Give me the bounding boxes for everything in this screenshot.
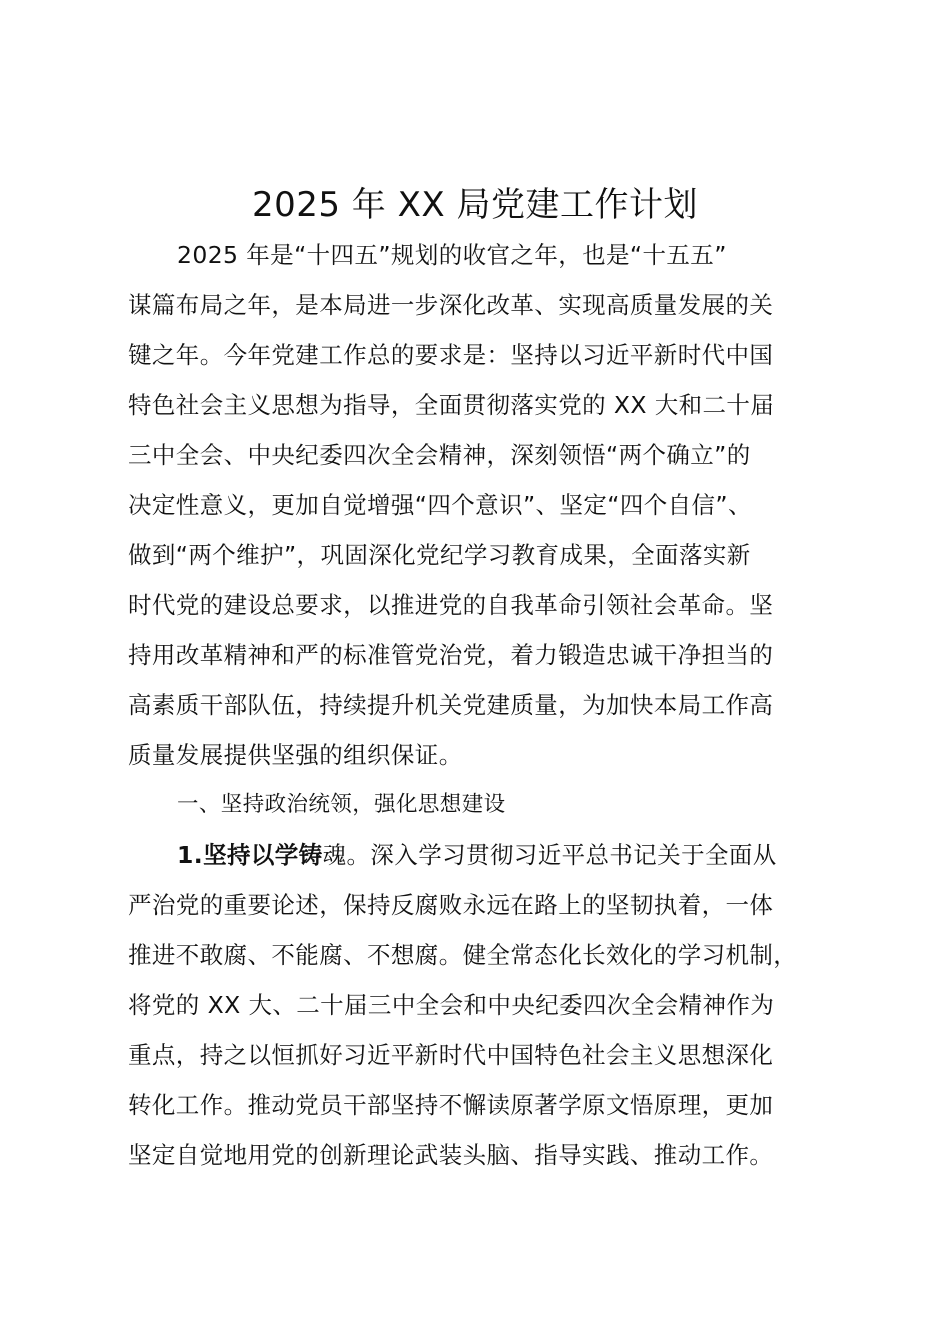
intro-line-4: 特色社会主义思想为指导，全面贯彻落实党的 XX 大和二十届 xyxy=(128,391,775,419)
document-title: 2025 年 XX 局党建工作计划 xyxy=(251,185,699,225)
intro-line-7: 做到“两个维护”，巩固深化党纪学习教育成果，全面落实新 xyxy=(128,541,751,569)
intro-line-3: 键之年。今年党建工作总的要求是：坚持以习近平新时代中国 xyxy=(128,341,774,369)
intro-line-9: 持用改革精神和严的标准管党治党，着力锻造忠诚干净担当的 xyxy=(128,641,774,669)
item1-line-2: 严治党的重要论述，保持反腐败永远在路上的坚韧执着，一体 xyxy=(128,891,774,919)
item1-line-4: 将党的 XX 大、二十届三中全会和中央纪委四次全会精神作为 xyxy=(128,991,775,1019)
intro-line-5: 三中全会、中央纪委四次全会精神，深刻领悟“两个确立”的 xyxy=(128,441,751,469)
item1-line-7: 坚定自觉地用党的创新理论武装头脑、指导实践、推动工作。 xyxy=(128,1141,774,1169)
intro-line-6: 决定性意义，更加自觉增强“四个意识”、坚定“四个自信”、 xyxy=(128,491,752,519)
item1-first-line xyxy=(177,840,777,870)
intro-line-11: 质量发展提供坚强的组织保证。 xyxy=(128,741,463,769)
intro-line-10: 高素质干部队伍，持续提升机关党建质量，为加快本局工作高 xyxy=(128,691,774,719)
item1-bold-lead: 1.坚持以学铸 xyxy=(177,841,323,869)
item1-line-6: 转化工作。推动党员干部坚持不懈读原著学原文悟原理，更加 xyxy=(128,1091,774,1119)
intro-line-8: 时代党的建设总要求，以推进党的自我革命引领社会革命。坚 xyxy=(128,591,774,619)
intro-line-2: 谋篇布局之年，是本局进一步深化改革、实现高质量发展的关 xyxy=(128,291,774,319)
item1-lead-rest: 魂。深入学习贯彻习近平总书记关于全面从 xyxy=(322,841,777,869)
section-heading: 一、坚持政治统领，强化思想建设 xyxy=(177,792,506,817)
item1-line-3: 推进不敢腐、不能腐、不想腐。健全常态化长效化的学习机制， xyxy=(128,941,798,969)
intro-line-1: 2025 年是“十四五”规划的收官之年，也是“十五五” xyxy=(177,241,727,269)
item1-line-5: 重点，持之以恒抓好习近平新时代中国特色社会主义思想深化 xyxy=(128,1041,774,1069)
